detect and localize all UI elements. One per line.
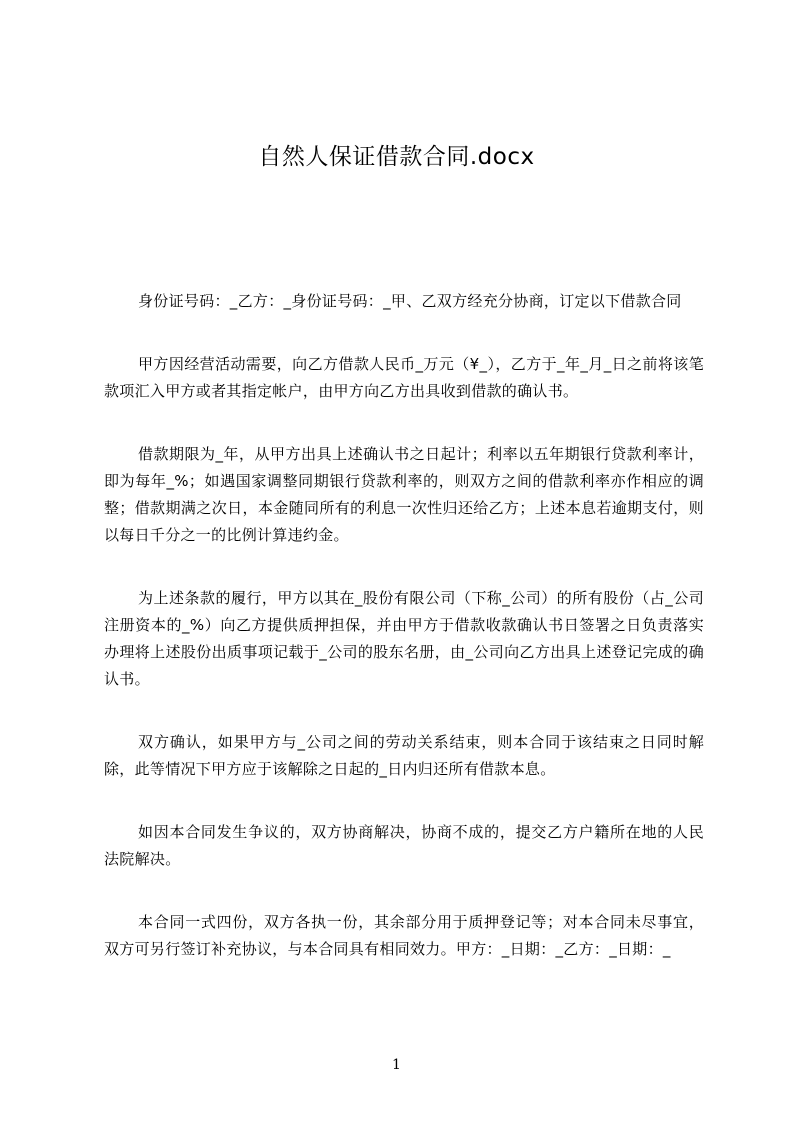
document-body xyxy=(104,288,704,999)
page-number: 1 xyxy=(392,1057,401,1073)
paragraph-dispute: 如因本合同发生争议的，双方协商解决，协商不成的，提交乙方户籍所在地的人民法院解决。 xyxy=(104,823,704,868)
paragraph-termination: 双方确认，如果甲方与_公司之间的劳动关系结束，则本合同于该结束之日同时解除，此等情况下甲方应于该解除之日起的_日内归还所有借款本息。 xyxy=(104,733,704,778)
paragraph-parties: 身份证号码：_乙方：_身份证号码：_甲、乙双方经充分协商，订定以下借款合同 xyxy=(138,292,682,310)
paragraph-copies-signatures: 本合同一式四份，双方各执一份，其余部分用于质押登记等；对本合同未尽事宜，双方可另行签订补充协议，与本合同具有相同效力。甲方：_日期：_乙方：_日期：_ xyxy=(104,913,704,958)
paragraph-loan-term: 借款期限为_年，从甲方出具上述确认书之日起计；利率以五年期银行贷款利率计，即为每年_%；如遇国家调整同期银行贷款利率的，则双方之间的借款利率亦作相应的调整；借款期满之次日，本金随同所有的利息一次性归还给乙方；上述本息若逾期支付，则以每日千分之一的比例计算违约金。 xyxy=(104,445,704,544)
paragraph-loan-amount: 甲方因经营活动需要，向乙方借款人民币_万元（¥_），乙方于_年_月_日之前将该笔款项汇入甲方或者其指定帐户，由甲方向乙方出具收到借款的确认书。 xyxy=(104,355,704,400)
paragraph-pledge: 为上述条款的履行，甲方以其在_股份有限公司（下称_公司）的所有股份（占_公司注册资本的_%）向乙方提供质押担保，并由甲方于借款收款确认书日签署之日负责落实办理将上述股份出质事项记载于_公司的股东名册，由_公司向乙方出具上述登记完成的确认书。 xyxy=(104,589,704,688)
document-title: 自然人保证借款合同.docx xyxy=(258,144,535,170)
